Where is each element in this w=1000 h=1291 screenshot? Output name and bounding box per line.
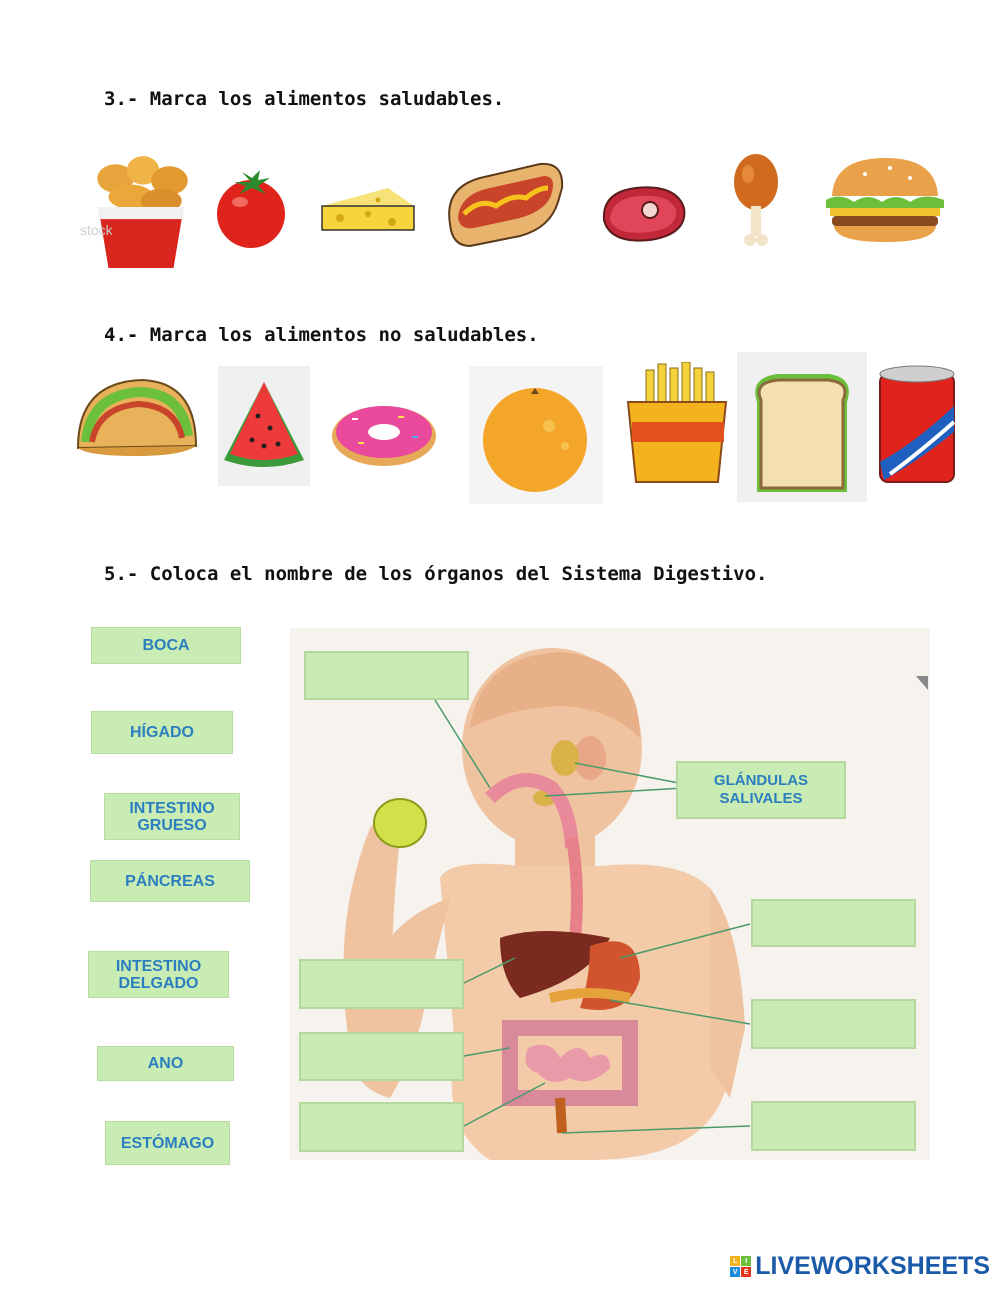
chicken-leg-icon[interactable]	[728, 152, 784, 248]
soda-can-icon[interactable]	[876, 362, 958, 488]
drop-zone-estomago[interactable]	[751, 899, 916, 947]
steak-icon[interactable]	[596, 180, 690, 246]
label-pancreas[interactable]: PÁNCREAS	[90, 860, 250, 902]
label-glandulas-salivales: GLÁNDULAS SALIVALES	[676, 761, 846, 819]
liveworksheets-logo	[730, 1252, 990, 1281]
hot-dog-icon[interactable]	[440, 158, 568, 250]
stock-watermark: stock	[80, 222, 113, 238]
drop-zone-higado[interactable]	[299, 959, 464, 1009]
question-3: 3.- Marca los alimentos saludables.	[104, 88, 505, 110]
label-intestino-delgado[interactable]: INTESTINO DELGADO	[88, 951, 229, 998]
fried-chicken-bucket-icon[interactable]	[80, 148, 202, 270]
question-4: 4.- Marca los alimentos no saludables.	[104, 324, 539, 346]
brand-name: LIVEWORKSHEETS	[755, 1252, 990, 1280]
drop-zone-intestino-grueso[interactable]	[299, 1032, 464, 1081]
label-ano[interactable]: ANO	[97, 1046, 234, 1081]
digestive-system-diagram	[290, 628, 930, 1160]
orange-icon[interactable]	[469, 366, 603, 504]
drop-zone-intestino-delgado[interactable]	[299, 1102, 464, 1152]
watermelon-icon[interactable]	[218, 366, 310, 486]
donut-icon[interactable]	[328, 396, 440, 468]
drop-zone-boca[interactable]	[304, 651, 469, 700]
sandwich-icon[interactable]	[737, 352, 867, 502]
label-boca[interactable]: BOCA	[91, 627, 241, 664]
drop-zone-ano[interactable]	[751, 1101, 916, 1151]
logo-grid-icon: L I V E	[730, 1256, 751, 1277]
label-intestino-grueso[interactable]: INTESTINO GRUESO	[104, 793, 240, 840]
label-estomago[interactable]: ESTÓMAGO	[105, 1121, 230, 1165]
tomato-icon[interactable]	[212, 168, 290, 250]
label-higado[interactable]: HÍGADO	[91, 711, 233, 754]
taco-icon[interactable]	[72, 372, 200, 458]
hamburger-icon[interactable]	[820, 152, 950, 244]
question-5: 5.- Coloca el nombre de los órganos del Sistema Digestivo.	[104, 563, 768, 585]
cheese-icon[interactable]	[318, 184, 418, 234]
drop-zone-pancreas[interactable]	[751, 999, 916, 1049]
french-fries-icon[interactable]	[622, 362, 732, 486]
